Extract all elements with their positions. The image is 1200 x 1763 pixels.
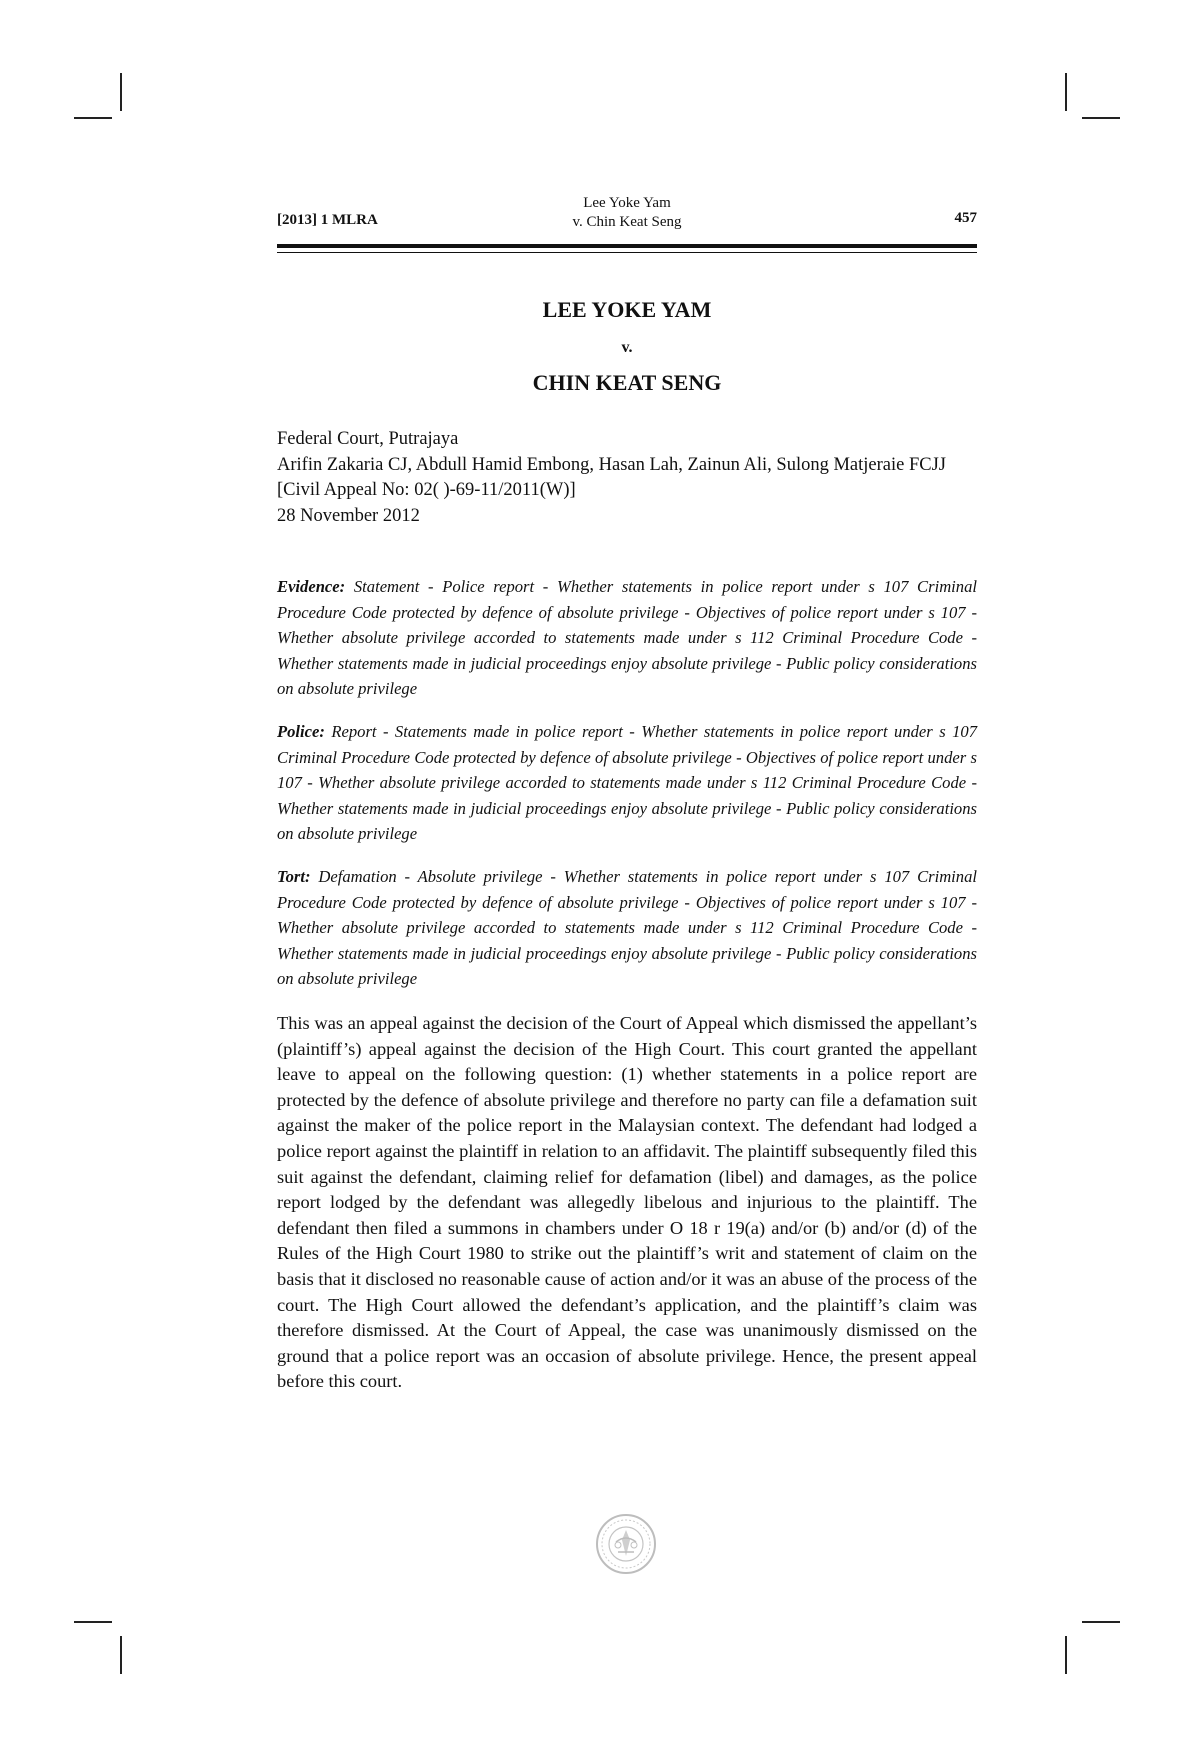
judges: Arifin Zakaria CJ, Abdull Hamid Embong, Hasan Lah, Zainun Ali, Sulong Matjeraie FCJJ	[277, 454, 946, 475]
crop-mark	[1065, 1636, 1067, 1674]
crop-mark	[1082, 117, 1120, 119]
running-header	[277, 190, 977, 240]
case-summary: This was an appeal against the decision of the Court of Appeal which dismissed the appellant’s (plaintiff’s) appeal against the decision of the High Court. This court granted the appellant leave to appeal on the following question: (1) whether statements in a police report are protected by the defence of absolute privilege and therefore no party can file a defamation suit against the maker of the police report in the Malaysian context. The defendant had lodged a police report against the plaintiff in relation to an affidavit. The plaintiff subsequently filed this suit against the defendant, claiming relief for defamation (libel) and damages, as the police report lodged by the defendant was allegedly libelous and injurious to the plaintiff. The defendant then filed a summons in chambers under O 18 r 19(a) and/or (b) and/or (d) of the Rules of the High Court 1980 to strike out the plaintiff’s writ and statement of claim on the basis that it disclosed no reasonable cause of action and/or it was an abuse of the process of the court. The High Court allowed the defendant’s application, and the plaintiff’s claim was therefore dismissed. At the Court of Appeal, the case was unanimously dismissed on the ground that a police report was an occasion of absolute privilege. Hence, the present appeal before this court.	[277, 1013, 977, 1392]
party-appellant: LEE YOKE YAM	[542, 297, 712, 322]
case-meta	[277, 427, 977, 529]
crop-mark	[74, 1621, 112, 1623]
crop-mark	[74, 117, 112, 119]
catchword-text: Statement - Police report - Whether statements in police report under s 107 Criminal Procedure Code protected by defence of absolute privilege - Objectives of police report under s 107 - Whether absolute privilege accorded to statements made under s 112 Criminal Procedure Code - Whether statements made in judicial proceedings enjoy absolute privilege - Public policy considerations on absolute privilege	[277, 577, 977, 699]
case-name-header	[277, 194, 977, 232]
catchword-paragraph	[277, 864, 977, 992]
catchword-paragraph	[277, 574, 977, 702]
catchword-lead: Police:	[277, 722, 325, 741]
crop-mark	[120, 73, 122, 111]
court-name: Federal Court, Putrajaya	[277, 429, 459, 449]
case-name-line-1: Lee Yoke Yam	[583, 195, 671, 211]
party-respondent: CHIN KEAT SENG	[532, 370, 722, 395]
catchword-lead: Tort:	[277, 867, 311, 886]
catchword-text: Report - Statements made in police report - Whether statements in police report under s 107 Criminal Procedure Code protected by defence of absolute privilege - Objectives of police report under s 107 - Whether absolute privilege accorded to statements made under s 112 Criminal Procedure Code - Whether statements made in judicial proceedings enjoy absolute privilege - Public policy considerations on absolute privilege	[277, 722, 977, 844]
catchword-text: Defamation - Absolute privilege - Whether statements in police report under s 107 Criminal Procedure Code protected by defence of absolute privilege - Objectives of police report under s 107 - Whether absolute privilege accorded to statements made under s 112 Criminal Procedure Code - Whether statements made in judicial proceedings enjoy absolute privilege - Public policy considerations on absolute privilege	[277, 867, 977, 989]
crop-mark	[1082, 1621, 1120, 1623]
crop-mark	[120, 1636, 122, 1674]
header-rule-thick	[277, 244, 977, 248]
judgment-date: 28 November 2012	[277, 505, 420, 526]
crop-mark	[1065, 73, 1067, 111]
header-rule-thin	[277, 252, 977, 253]
versus: v.	[621, 339, 633, 356]
catchword-lead: Evidence:	[277, 577, 346, 596]
citation: [2013] 1 MLRA	[277, 212, 378, 228]
court-seal-icon	[594, 1512, 658, 1576]
case-name-line-2: v. Chin Keat Seng	[572, 214, 682, 230]
appeal-number: [Civil Appeal No: 02( )-69-11/2011(W)]	[277, 480, 576, 500]
page-number: 457	[954, 210, 977, 226]
catchword-paragraph	[277, 719, 977, 847]
